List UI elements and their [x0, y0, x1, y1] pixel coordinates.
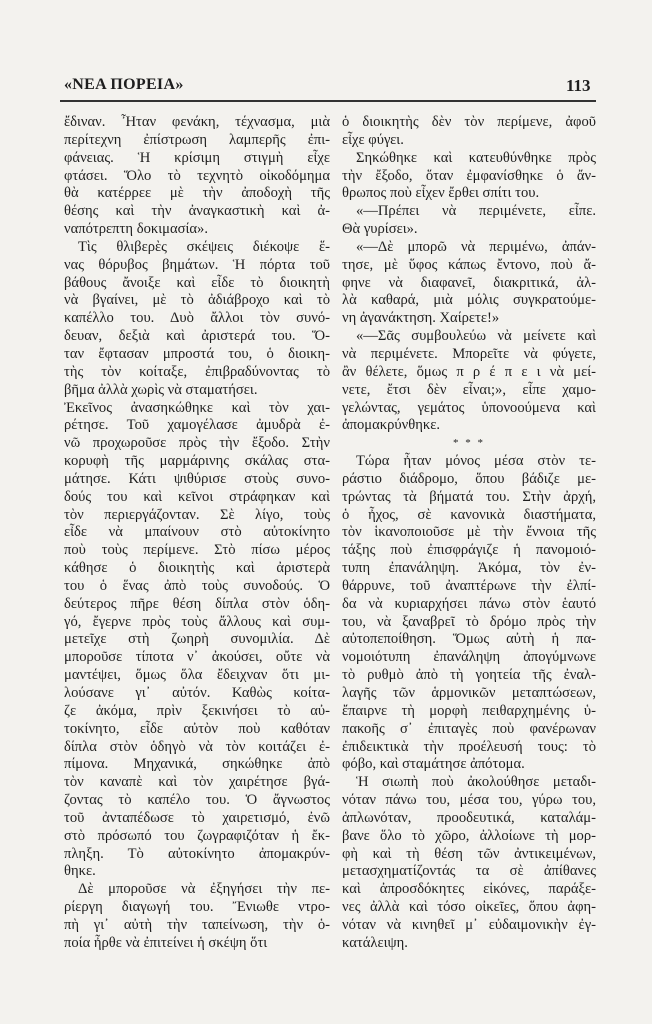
text-line: «—Σᾶς συμβουλεύω νὰ μείνετε καὶ	[356, 328, 596, 345]
text-line: ἔπαιρνε τὴ μορφὴ πειθαρχημένης ὑ-	[342, 702, 596, 719]
text-line: τησε, μὲ ὕφος κάπως ἔντονο, ποὺ ἄ-	[342, 256, 596, 273]
text-line: Σηκώθηκε καὶ κατευθύνθηκε πρὸς	[356, 149, 596, 166]
text-line: νας θόρυβος βημάτων. Ἡ πόρτα τοῦ	[64, 256, 330, 273]
text-line: τυπη ἐπανάληψη. Ἀκόμα, τὸν ἐν-	[342, 560, 596, 577]
text-line: Ἐκεῖνος ἀνασηκώθηκε καὶ τὸν χαι-	[64, 399, 330, 416]
text-line: τοκίνητο, εἶδε αὐτὸν ποὺ καθόταν	[64, 720, 330, 737]
text-line: ἐπιδεικτικὰ τὴν προέλευσή τους: τὸ	[342, 738, 596, 755]
text-line: τάξης ποὺ ἐπισφράγιζε ἡ πανομοιό-	[342, 542, 596, 559]
text-line: ζε ἀκόμα, πρὶν ξεκινήσει τὸ αὐ-	[64, 702, 330, 719]
running-header-title: «ΝΕΑ ΠΟΡΕΙΑ»	[64, 76, 184, 93]
text-line: κάθησε ὁ διοικητὴς καὶ ἀριστερὰ	[64, 560, 330, 577]
text-line: νόταν πάνω του, μέσα του, γύρω του,	[342, 792, 596, 809]
text-line: ἔδιναν. Ἦταν φενάκη, τέχνασμα, μιὰ	[64, 114, 330, 130]
text-line: δίπλα στὸν ὁδηγὸ νὰ τὸν κοιτάζει ἐ-	[64, 738, 330, 755]
text-line: νὰ βγαίνει, μὲ τὸ ἀδιάβροχο καὶ τὸ	[64, 292, 330, 309]
text-line: καὶ ἀπροσδόκητες εἰκόνες, παράξε-	[342, 881, 596, 898]
text-line: ρέτησε. Τοῦ χαμογέλασε ἀμυδρὰ ἐ-	[64, 417, 330, 434]
text-line: μετεῖχε στὴ ζωηρὴ συνομιλία. Δὲ	[64, 631, 330, 648]
text-line: τὸν περιεργάζονταν. Σὲ λίγο, τοὺς	[64, 506, 330, 523]
text-line: τὴν ἔξοδο, ὅταν ἐμφανίσθηκε ὁ ἄν-	[342, 167, 596, 184]
text-line: νη ἀγανάκτηση. Χαίρετε!»	[342, 310, 500, 327]
text-line: θηκε.	[64, 863, 96, 880]
text-line: του, νὰ ξαναβρεῖ τὸ δρόμο πρὸς τὴν	[342, 613, 596, 630]
text-line: Τὶς θλιβερὲς σκέψεις διέκοψε ἕ-	[78, 238, 330, 255]
text-line: δεύτερος πῆρε θέση δίπλα στὸν ὁδη-	[64, 595, 330, 612]
text-line: ὁ ἦχος, σὲ κανονικὰ διαστήματα,	[342, 506, 596, 523]
text-line: τὸν καναπὲ καὶ τὸν χαιρέτησε βγά-	[64, 774, 330, 791]
text-line: ζοντας τὸ καπέλο του. Ὁ ἄγνωστος	[64, 792, 330, 809]
text-line: θάρρυνε, τοῦ ἀναπτέρωνε τὴν ἐλπί-	[342, 577, 596, 594]
text-line: πίμονα. Μηχανικά, σηκώθηκε ἀπὸ	[64, 756, 330, 773]
text-line: γελώντας, γεμάτος ὑπονοούμενα καὶ	[342, 399, 596, 416]
text-line: νες ἀλλὰ καὶ τόσο οἰκεῖες, ὅπου ἀφη-	[342, 899, 596, 916]
text-line: βάθους ἄνοιξε καὶ εἶδε τὸ διοικητὴ	[64, 274, 330, 291]
text-line: ρίεργη διαγωγή του. Ἔνιωθε ντρο-	[64, 899, 330, 916]
text-line: ἀπομακρύνθηκε.	[342, 417, 440, 434]
text-line: φτάσει. Ὅλο τὸ τεχνητὸ οἰκοδόμημα	[64, 167, 330, 184]
text-line: καπέλλο του. Δυὸ ἄλλοι τὸν συνό-	[64, 310, 330, 327]
text-line: νετε, ἔτσι δὲν εἶναι;», εἶπε χαμο-	[342, 381, 596, 398]
text-line: δούς του καὶ κεῖνοι στράφηκαν καὶ	[64, 488, 330, 505]
text-line: ποὺ τοὺς περίμενε. Στὸ πίσω μέρος	[64, 542, 330, 559]
text-line: «—Πρέπει νὰ περιμένετε, εἶπε.	[356, 203, 596, 220]
text-line: «—Δὲ μπορῶ νὰ περιμένω, ἀπάν-	[356, 238, 596, 255]
text-line: φόβο, καὶ σταμάτησε ἀπότομα.	[342, 756, 525, 773]
text-line: λαγῆς τῶν ἁρμονικῶν μεταπτώσεων,	[342, 685, 596, 701]
text-line: τὴς τὸν κοίταξε, ἐπιβραδύνοντας τὸ	[64, 363, 330, 380]
text-line: τὸν ἱκανοποιοῦσε μὲ τὴν ἔννοια τῆς	[342, 524, 596, 541]
text-line: δα νὰ κυριαρχήσει πάνω στὸν ἑαυτό	[342, 595, 596, 612]
text-line: μποροῦσε τίποτα ν᾽ ἀκούσει, οὔτε νὰ	[64, 649, 330, 666]
text-line: ἂν θέλετε, ὅμως π ρ έ π ε ι νὰ μεί-	[342, 363, 596, 380]
text-line: θὰ κατέρρεε μὲ τὴν ἀποδοχὴ τῆς	[64, 185, 330, 202]
text-line: βῆμα ἀλλὰ χωρὶς νὰ σταματήσει.	[64, 381, 258, 398]
text-line: μαντέψει, ὅμως ὅλα ἔδειχναν ὅτι μι-	[64, 667, 330, 684]
text-line: θρωπος ποὺ εἶχεν ἔρθει σπίτι του.	[342, 185, 540, 202]
text-line: του ὁ ἕνας ἀπὸ τοὺς συνοδούς. Ὁ	[64, 577, 330, 594]
text-line: ποία ἦρθε νὰ ἐπιτείνει ἡ σκέψη ὅτι	[64, 934, 268, 951]
text-line: περίτεχνη ἐπίστρωση λαμπερῆς ἐπι-	[64, 131, 330, 148]
text-line: ἁπλωνόταν, προοδευτικά, καταλάμ-	[342, 809, 596, 826]
text-line: φὴ καὶ τὴ θέση τῶν ἀντικειμένων,	[342, 845, 596, 862]
text-line: λούσανε γι᾽ αὐτόν. Καθὼς κοίτα-	[64, 685, 330, 701]
text-line: ράστιο διάδρομο, ὅπου βάδιζε με-	[342, 470, 596, 487]
text-line: βανε ὅλο τὸ χῶρο, ἀλλοίωνε τὴ μορ-	[342, 827, 596, 844]
text-line: πὴ γι᾽ αὐτὴ τὴν ταπείνωση, τὴν ὁ-	[64, 916, 330, 933]
text-line: φάνειας. Ἡ κρίσιμη στιγμὴ εἶχε	[64, 149, 330, 166]
page-number: 113	[566, 76, 591, 95]
text-line: φηνε νὰ διαφανεῖ, διακριτικά, ἀλ-	[342, 274, 596, 291]
text-line: γό, ἔγερνε πρὸς τοὺς ἄλλους καὶ συμ-	[64, 613, 330, 630]
text-line: πακοῆς σ᾽ ἐπιταγὲς ποὺ φανέρωναν	[342, 720, 596, 737]
text-line: νομοιότυπη ἐπανάληψη ἀπογύμνωνε	[342, 649, 596, 666]
header-rule	[60, 100, 596, 102]
text-line: τὸ ρυθμὸ ἀπὸ τὴ γοητεία τῆς ἐναλ-	[342, 667, 596, 684]
text-line: πληξη. Τὸ αὐτοκίνητο ἀπομακρύν-	[64, 845, 330, 862]
text-line: κατάλειψη.	[342, 934, 408, 951]
text-line: εἶχε φύγει.	[342, 131, 404, 148]
text-line: Θὰ γυρίσει».	[342, 221, 418, 238]
text-line: εἶδε νὰ μπαίνουν στὸ αὐτοκίνητο	[64, 524, 330, 541]
text-line: ναπότρεπτη δοκιμασία».	[64, 221, 209, 238]
text-line: νὰ περιμένετε. Μπορεῖτε νὰ φύγετε,	[342, 345, 596, 362]
text-line: ταν ἔφτασαν μπροστά του, ὁ διοικη-	[64, 345, 330, 362]
text-line: μετασχηματίζοντάς τα σὲ ἀπίθανες	[342, 863, 596, 880]
text-line: νόταν νὰ κινηθεῖ μ᾽ εὐδαιμονικὴν ἐγ-	[342, 916, 596, 933]
section-separator: * * *	[453, 437, 485, 450]
text-line: αὐτοπεποίθηση. Ὅμως αὐτὴ ἡ πα-	[342, 631, 596, 648]
text-line: Ἡ σιωπὴ ποὺ ἀκολούθησε μεταδι-	[356, 774, 596, 791]
text-line: Τώρα ἦταν μόνος μέσα στὸν τε-	[356, 453, 596, 470]
text-line: τρώντας τὰ βήματά του. Στὴν ἀρχή,	[342, 488, 596, 505]
text-line: δευαν, δεξιὰ καὶ ἀριστερά του. Ὅ-	[64, 328, 330, 345]
text-line: λὰ καθαρά, μιὰ μόλις συγκρατούμε-	[342, 292, 596, 309]
right-text-column	[342, 114, 596, 953]
text-line: μάτησε. Κάτι ψιθύρισε στοὺς συνο-	[64, 470, 330, 487]
left-text-column	[64, 114, 330, 953]
text-line: στὸ πρόσωπό του ζωγραφιζόταν ἡ ἔκ-	[64, 827, 330, 844]
text-line: τοῦ ἀνταπέδωσε τὸ χαιρετισμό, ἐνῶ	[64, 809, 330, 826]
text-line: κορυφὴ τῆς μαρμάρινης σκάλας στα-	[64, 453, 330, 470]
text-line: νῶ προχωροῦσε πρὸς τὴν ἔξοδο. Στὴν	[64, 435, 330, 452]
text-line: θέσης καὶ τὴν ἀναγκαστικὴ καὶ ἀ-	[64, 203, 330, 220]
text-line: Δὲ μποροῦσε νὰ ἐξηγήσει τὴν πε-	[78, 881, 330, 898]
text-line: ὁ διοικητὴς δὲν τὸν περίμενε, ἀφοῦ	[342, 114, 596, 130]
